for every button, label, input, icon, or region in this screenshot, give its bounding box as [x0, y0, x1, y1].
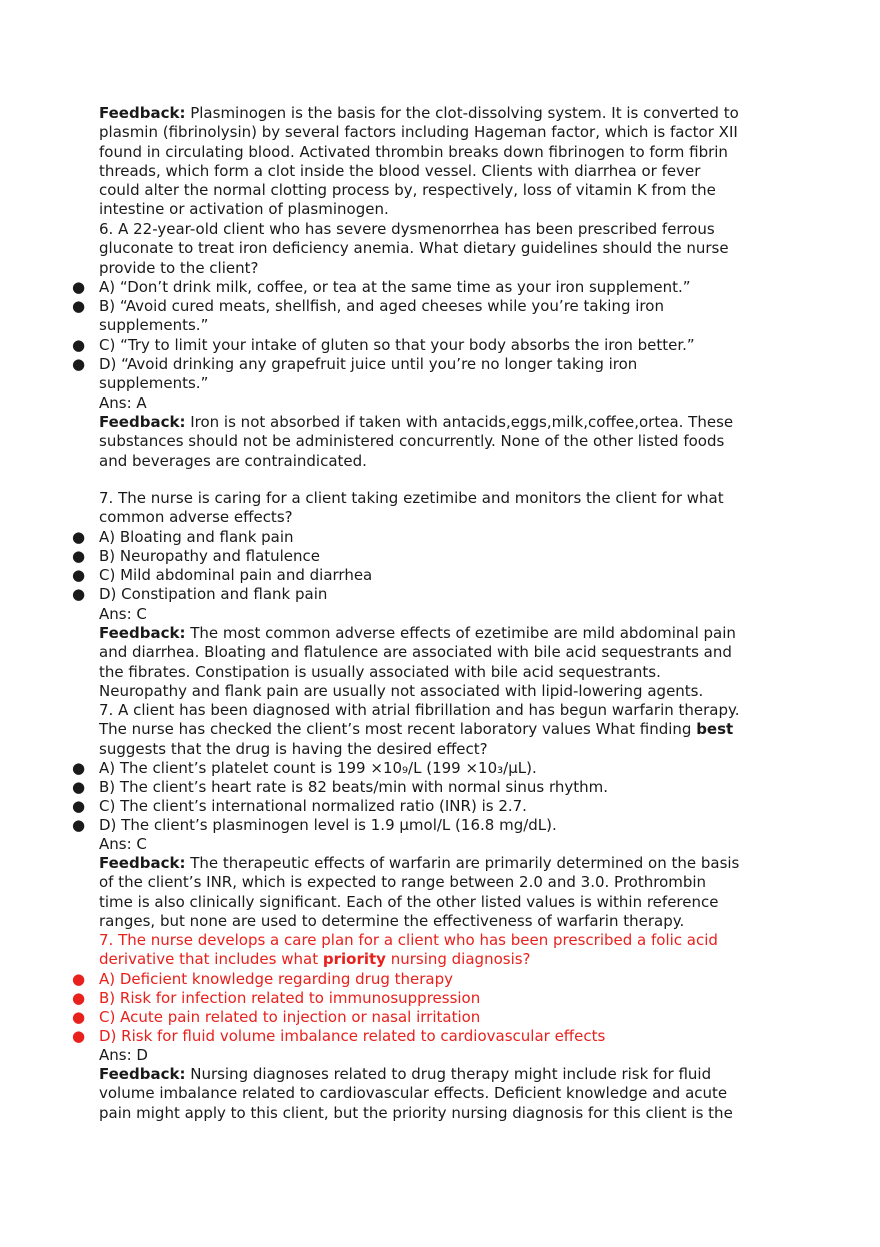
bullet-icon: ● [72, 585, 86, 603]
bullet-icon: ● [72, 528, 86, 546]
q7a-answer: Ans: C [99, 605, 147, 623]
bullet-icon: ● [72, 336, 86, 354]
question-emphasis: priority [322, 950, 386, 969]
option-text: C) “Try to limit your intake of gluten so that your body absorbs the iron better.” [99, 336, 695, 354]
bullet-icon: ● [72, 278, 86, 296]
bullet-icon: ● [72, 816, 86, 834]
q7a-option-a [72, 528, 799, 547]
q7c-answer: Ans: D [99, 1046, 148, 1064]
feedback-paragraph-plasminogen [99, 104, 799, 220]
bullet-icon: ● [72, 355, 86, 373]
bullet-icon: ● [72, 759, 86, 777]
bullet-icon: ● [72, 970, 86, 988]
question-text: suggests that the drug is having the desired effect? [99, 739, 488, 758]
q7b-answer: Ans: C [99, 835, 147, 853]
question-7-warfarin [99, 701, 799, 759]
feedback-text: Plasminogen is the basis for the clot-dissolving system. It is converted to plasmin (fibrinolysin) by several factors including Hageman factor, which is factor XII found in circulating blood. Activated thrombin breaks down fibrinogen to form fibrin threads, which form a clot inside the blood vessel. Clients with diarrhea or fever could alter the normal clotting process by, respectively, loss of vitamin K from the intestine or activation of plasminogen. [99, 104, 739, 219]
question-text: nursing diagnosis? [385, 950, 531, 969]
feedback-label: Feedback: [99, 413, 186, 431]
feedback-label: Feedback: [99, 624, 186, 642]
bullet-icon: ● [72, 1027, 86, 1045]
q7c-option-a [72, 970, 799, 989]
option-text: D) “Avoid drinking any grapefruit juice until you’re no longer taking iron supplements.” [99, 355, 638, 393]
q7c-option-b [72, 989, 799, 1008]
q7b-option-c [72, 797, 799, 816]
option-text: A) “Don’t drink milk, coffee, or tea at the same time as your iron supplement.” [99, 278, 691, 296]
option-text: A) Deficient knowledge regarding drug therapy [99, 970, 454, 988]
q7a-option-b [72, 547, 799, 566]
q7a-option-d [72, 585, 799, 604]
bullet-icon: ● [72, 989, 86, 1007]
option-text: D) Constipation and flank pain [99, 585, 328, 603]
option-text: B) “Avoid cured meats, shellfish, and aged cheeses while you’re taking iron supplements.” [99, 297, 664, 335]
q7b-option-a [72, 759, 799, 778]
feedback-label: Feedback: [99, 104, 186, 122]
q7a-option-c [72, 566, 799, 585]
question-text: 7. A client has been diagnosed with atrial fibrillation and has begun warfarin therapy. The nurse has checked the client’s most recent laboratory values What finding [99, 701, 740, 739]
question-7-ezetimibe: 7. The nurse is caring for a client taking ezetimibe and monitors the client for what common adverse effects? [99, 489, 724, 527]
feedback-text: The therapeutic effects of warfarin are primarily determined on the basis of the client’s INR, which is expected to range between 2.0 and 3.0. Prothrombin time is also clinically significant. Each of the other listed values is within reference ranges, but none are used to determine the effectiveness of warfarin therapy. [99, 854, 740, 930]
q7c-feedback [99, 1065, 799, 1123]
option-text: B) Neuropathy and flatulence [99, 547, 321, 565]
q6-option-a [72, 278, 799, 297]
question-6: 6. A 22-year-old client who has severe dysmenorrhea has been prescribed ferrous gluconate to treat iron deficiency anemia. What dietary guidelines should the nurse provide to the client? [99, 220, 729, 277]
option-text: A) The client’s platelet count is 199 ×10₉/L (199 ×10₃/μL). [99, 759, 537, 777]
feedback-label: Feedback: [99, 854, 186, 872]
option-text: A) Bloating and flank pain [99, 528, 294, 546]
bullet-icon: ● [72, 1008, 86, 1026]
q7b-option-b [72, 778, 799, 797]
bullet-icon: ● [72, 297, 86, 315]
bullet-icon: ● [72, 797, 86, 815]
q6-option-d [72, 355, 799, 394]
option-text: B) Risk for infection related to immunosuppression [99, 989, 481, 1007]
option-text: D) The client’s plasminogen level is 1.9 μmol/L (16.8 mg/dL). [99, 816, 557, 834]
feedback-text: The most common adverse effects of ezetimibe are mild abdominal pain and diarrhea. Bloating and flatulence are associated with bile acid sequestrants and the fibrates. Constipation is usually associated with bile acid sequestrants. Neuropathy and flank pain are usually not associated with lipid-lowering agents. [99, 624, 736, 700]
feedback-text: Nursing diagnoses related to drug therapy might include risk for fluid volume imbalance related to cardiovascular effects. Deficient knowledge and acute pain might apply to this client, but the priority nursing diagnosis for this client is the [99, 1065, 733, 1122]
q7c-option-c [72, 1008, 799, 1027]
option-text: C) Mild abdominal pain and diarrhea [99, 566, 373, 584]
option-text: D) Risk for fluid volume imbalance related to cardiovascular effects [99, 1027, 606, 1045]
question-7-folic-acid [99, 931, 799, 970]
q6-answer: Ans: A [99, 394, 147, 412]
bullet-icon: ● [72, 547, 86, 565]
q7a-feedback [99, 624, 799, 701]
bullet-icon: ● [72, 778, 86, 796]
feedback-text: Iron is not absorbed if taken with antacids,eggs,milk,coffee,ortea. These substances should not be administered concurrently. None of the other listed foods and beverages are contraindicated. [99, 413, 734, 470]
q7b-option-d [72, 816, 799, 835]
q7b-feedback [99, 854, 799, 931]
q6-feedback [99, 413, 799, 471]
q6-option-c [72, 336, 799, 355]
option-text: C) Acute pain related to injection or nasal irritation [99, 1008, 481, 1026]
option-text: C) The client’s international normalized ratio (INR) is 2.7. [99, 797, 527, 815]
question-text: 7. The nurse develops a care plan for a client who has been prescribed a folic acid derivative that includes what [99, 931, 718, 969]
bullet-icon: ● [72, 566, 86, 584]
question-emphasis: best [696, 720, 734, 739]
feedback-label: Feedback: [99, 1065, 186, 1083]
q6-option-b [72, 297, 799, 336]
option-text: B) The client’s heart rate is 82 beats/min with normal sinus rhythm. [99, 778, 609, 796]
q7c-option-d [72, 1027, 799, 1046]
